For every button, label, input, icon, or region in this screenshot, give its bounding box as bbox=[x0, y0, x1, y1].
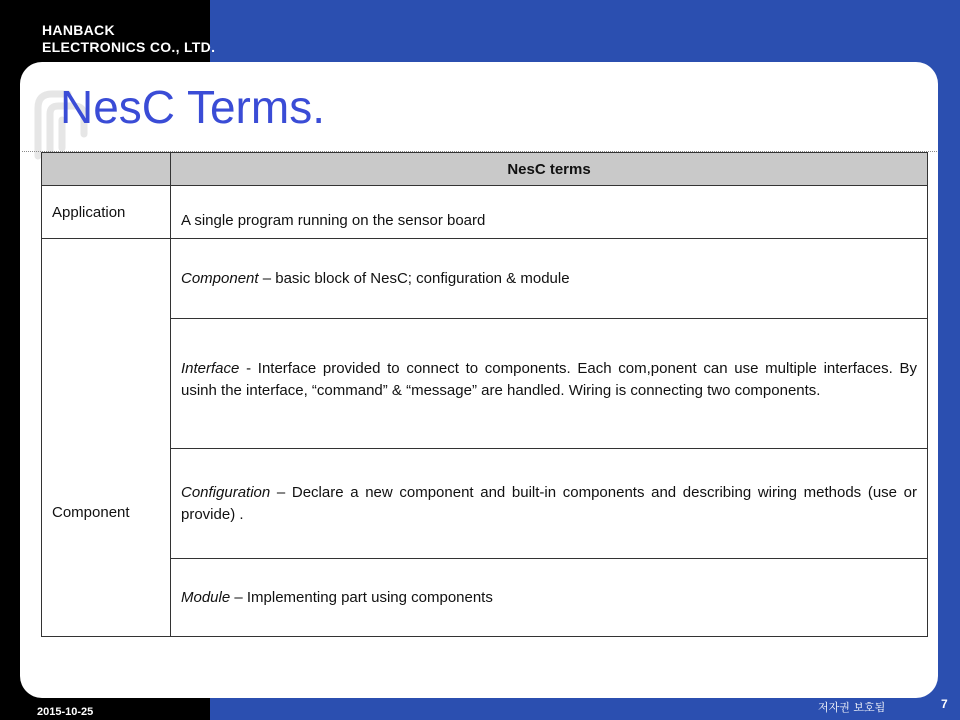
footer-date: 2015-10-25 bbox=[37, 706, 94, 718]
term-name: Component bbox=[52, 504, 130, 521]
term-keyword: Module bbox=[181, 588, 231, 606]
term-text: - Interface provided to connect to components. Each com,ponent can use multiple interfaces. By usinh the interface, “command” & “message” are handled. Wiring is connecting two components. bbox=[181, 359, 917, 399]
company-line-1: HANBACK bbox=[42, 22, 115, 38]
table-row bbox=[42, 186, 928, 239]
term-text: – basic block of NesC; configuration & module bbox=[258, 269, 570, 287]
table-row bbox=[42, 239, 928, 319]
company-line-2: ELECTRONICS CO., LTD. bbox=[42, 39, 216, 55]
term-keyword: Component bbox=[181, 269, 259, 287]
table-header: NesC terms bbox=[171, 153, 928, 186]
table-header-row bbox=[42, 153, 928, 186]
term-text: – Implementing part using components bbox=[230, 588, 493, 606]
slide-title: NesC Terms. bbox=[60, 81, 325, 133]
term-name-cell bbox=[42, 186, 171, 239]
term-description bbox=[171, 449, 928, 559]
term-keyword: Configuration bbox=[181, 483, 271, 501]
table-row bbox=[42, 319, 928, 449]
table-row bbox=[42, 559, 928, 637]
nesc-terms-table bbox=[41, 152, 928, 637]
header-empty-cell bbox=[42, 153, 171, 186]
term-keyword: Interface bbox=[181, 359, 240, 377]
term-description bbox=[171, 319, 928, 449]
term-text: – Declare a new component and built-in components and describing wiring methods (use or provide) . bbox=[181, 483, 917, 523]
term-description bbox=[171, 559, 928, 637]
term-description bbox=[171, 239, 928, 319]
term-name: Application bbox=[52, 204, 126, 221]
term-description bbox=[171, 186, 928, 239]
page-number: 7 bbox=[941, 697, 948, 711]
footer-copyright: 저자권 보호됨 bbox=[818, 701, 886, 714]
table-row bbox=[42, 449, 928, 559]
company-name bbox=[42, 22, 215, 56]
term-name-cell bbox=[42, 239, 171, 637]
application-desc: A single program running on the sensor board bbox=[181, 212, 486, 229]
